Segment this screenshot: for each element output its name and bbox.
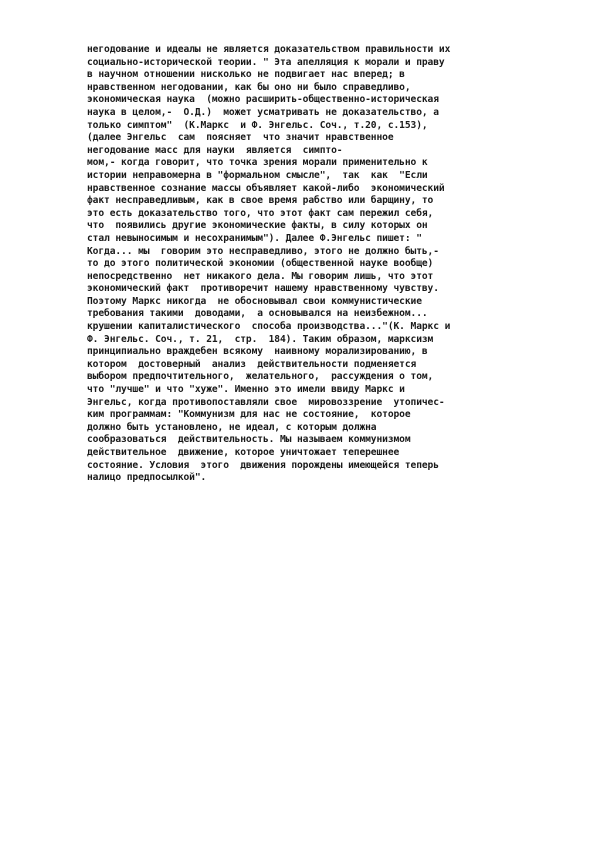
text-line: истории неправомерна в "формальном смысле", так как "Если <box>87 169 428 181</box>
text-line: что появились другие экономические факты, в силу которых он <box>87 220 428 232</box>
text-line: нравственное сознание массы объявляет какой-либо экономический <box>87 182 445 194</box>
text-line: сообразоваться действительность. Мы называем коммунизмом <box>87 434 411 446</box>
text-line: котором достоверный анализ действительности подменяется <box>87 358 417 370</box>
text-line: наука в целом,- О.Д.) может усматривать не доказательство, а <box>87 106 439 118</box>
text-line: это есть доказательство того, что этот факт сам пережил себя, <box>87 207 434 219</box>
text-line: Когда... мы говорим это несправедливо, этого не должно быть,- <box>87 245 439 257</box>
text-line: должно быть установлено, не идеал, с которым должна <box>87 421 377 433</box>
text-line: в научном отношении нисколько не подвигает нас вперед; в <box>87 69 405 81</box>
text-line: налицо предпосылкой". <box>87 472 207 484</box>
text-line: что "лучше" и что "хуже". Именно это имели ввиду Маркс и <box>87 384 405 396</box>
text-line: принципиально враждебен всякому наивному морализированию, в <box>87 346 428 358</box>
text-line: негодование и идеалы не является доказательством правильности их <box>87 44 451 55</box>
text-line: действительное движение, которое уничтожает теперешнее <box>87 447 400 458</box>
body-text <box>87 44 557 485</box>
text-line: негодование масс для науки является симпто- <box>87 144 343 156</box>
text-line: то до этого политической экономии (общественной науке вообще) <box>87 258 434 270</box>
text-line: ким программам: "Коммунизм для нас не состояние, которое <box>87 409 411 421</box>
text-line: экономическая наука (можно расширить-общественно-историческая <box>87 94 439 106</box>
text-line: факт несправедливым, как в свое время рабство или барщину, то <box>87 195 434 207</box>
text-line: только симптом" (К.Маркс и Ф. Энгельс. Соч., т.20, с.153), <box>87 119 428 131</box>
text-line: непосредственно нет никакого дела. Мы говорим лишь, что этот <box>87 270 434 282</box>
text-line: Энгельс, когда противопоставляли свое мировоззрение утопичес- <box>87 396 445 408</box>
text-line: стал невыносимым и несохранимым"). Далее Ф.Энгельс пишет: " <box>87 232 422 244</box>
text-line: (далее Энгельс сам поясняет что значит нравственное <box>87 132 394 144</box>
text-line: состояние. Условия этого движения порождены имеющейся теперь <box>87 459 439 471</box>
text-line: социально-исторической теории. " Эта апелляция к морали и праву <box>87 56 445 68</box>
text-line: Поэтому Маркс никогда не обосновывал свои коммунистические <box>87 295 422 307</box>
text-line: нравственном негодовании, как бы оно ни было справедливо, <box>87 81 411 93</box>
text-line: требования такими доводами, а основывался на неизбежном... <box>87 308 428 320</box>
text-line: крушении капиталистического способа производства..."(К. Маркс и <box>87 321 451 333</box>
text-line: экономический факт противоречит нашему нравственному чувству. <box>87 283 439 295</box>
text-line: Ф. Энгельс. Соч., т. 21, стр. 184). Таким образом, марксизм <box>87 333 434 345</box>
text-line: выбором предпочтительного, желательного, рассуждения о том, <box>87 371 434 383</box>
text-line: мом,- когда говорит, что точка зрения морали применительно к <box>87 157 428 169</box>
